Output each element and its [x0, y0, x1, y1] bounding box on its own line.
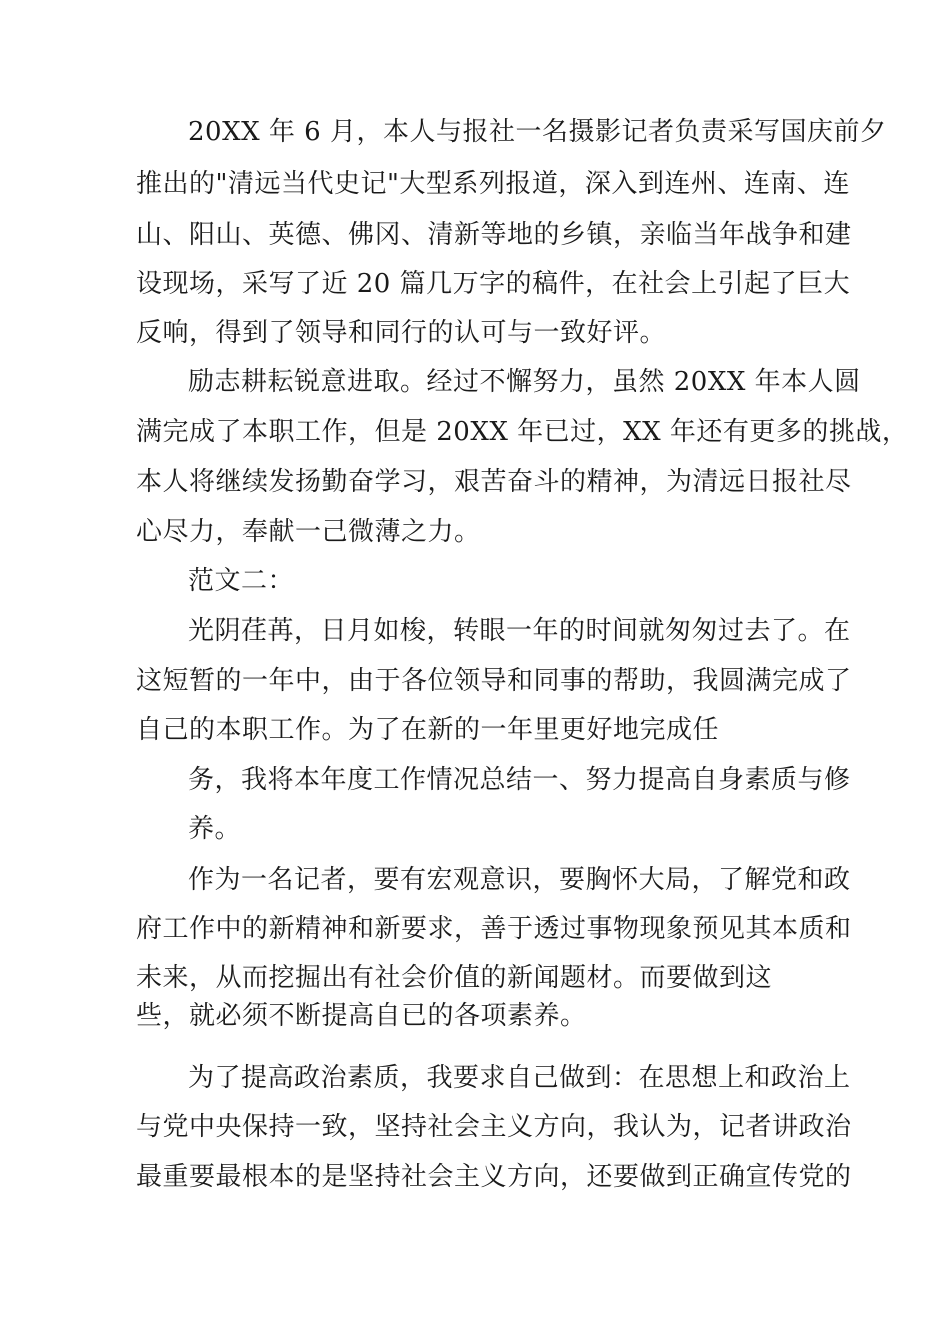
text-line: 光阴荏苒，日月如梭，转眼一年的时间就匆匆过去了。在 — [188, 616, 851, 646]
text-line: 20XX 年 6 月，本人与报社一名摄影记者负责采写国庆前夕 — [188, 117, 887, 147]
text-line: 作为一名记者，要有宏观意识，要胸怀大局，了解党和政 — [188, 865, 851, 895]
text-line: 自己的本职工作。为了在新的一年里更好地完成任 — [136, 715, 720, 745]
text-line: 反响，得到了领导和同行的认可与一致好评。 — [136, 318, 667, 348]
text-line: 励志耕耘锐意进取。经过不懈努力，虽然 20XX 年本人圆 — [188, 367, 861, 397]
text-line: 养。 — [188, 814, 242, 844]
text-line: 未来，从而挖掘出有社会价值的新闻题材。而要做到这 — [136, 963, 773, 993]
text-line: 府工作中的新精神和新要求，善于透过事物现象预见其本质和 — [136, 914, 852, 944]
text-line: 务，我将本年度工作情况总结一、努力提高自身素质与修 — [188, 765, 851, 795]
text-line: 山、阳山、英德、佛冈、清新等地的乡镇，亲临当年战争和建 — [136, 220, 852, 250]
text-line: 本人将继续发扬勤奋学习，艰苦奋斗的精神，为清远日报社尽 — [136, 467, 852, 497]
text-line: 这短暂的一年中，由于各位领导和同事的帮助，我圆满完成了 — [136, 666, 852, 696]
text-line: 心尽力，奉献一己微薄之力。 — [136, 517, 481, 547]
text-line: 满完成了本职工作，但是 20XX 年已过，XX 年还有更多的挑战， — [136, 417, 909, 447]
text-line: 设现场，采写了近 20 篇几万字的稿件，在社会上引起了巨大 — [136, 269, 851, 299]
text-line: 推出的"清远当代史记"大型系列报道，深入到连州、连南、连 — [136, 169, 850, 199]
text-line: 最重要最根本的是坚持社会主义方向，还要做到正确宣传党的 — [136, 1162, 852, 1192]
text-line: 些，就必须不断提高自已的各项素养。 — [136, 1001, 587, 1031]
text-line: 与党中央保持一致，坚持社会主义方向，我认为，记者讲政治 — [136, 1112, 852, 1142]
section-heading: 范文二： — [188, 566, 295, 596]
text-line: 为了提高政治素质，我要求自己做到：在思想上和政治上 — [188, 1063, 851, 1093]
